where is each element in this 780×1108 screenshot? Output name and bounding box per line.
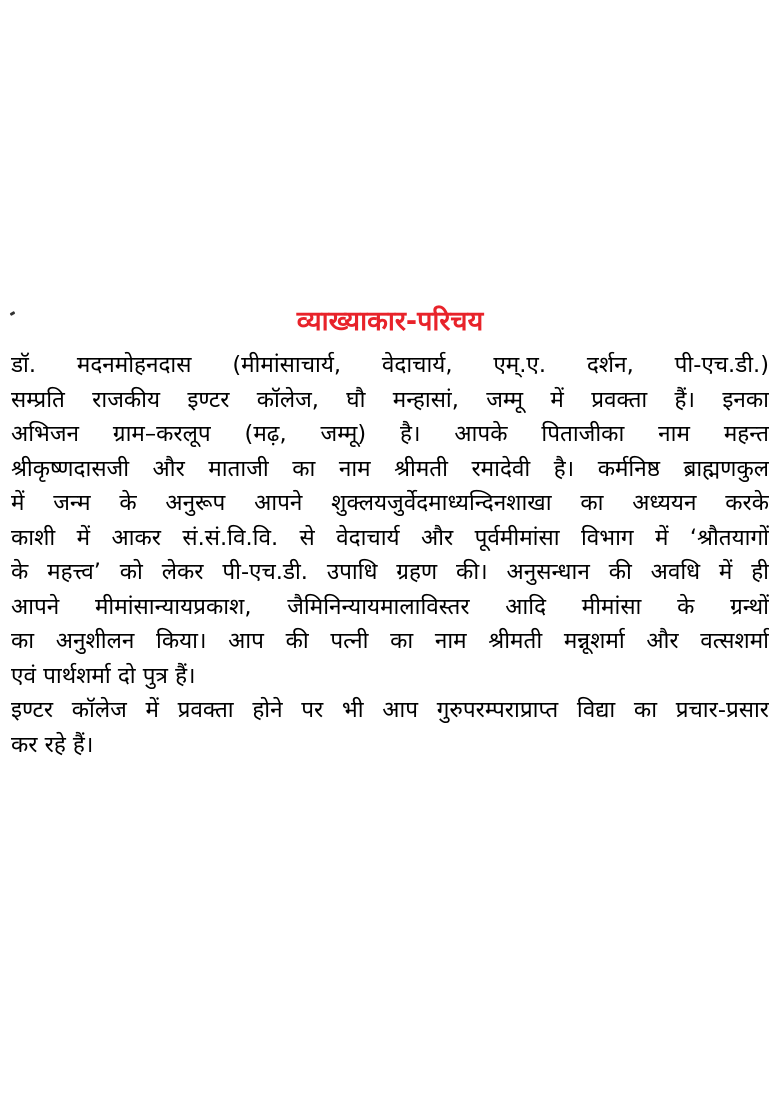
text-line: कर रहे हैं। (11, 731, 94, 758)
text-line: का अनुशीलन किया। आप की पत्नी का नाम श्रीमती मन्नूशर्मा और वत्सशर्मा (11, 628, 769, 654)
biography-text (11, 348, 769, 762)
text-line: एवं पार्थशर्मा दो पुत्र हैं। (11, 662, 196, 689)
text-line: काशी में आकर सं.सं.वि.वि. से वेदाचार्य और पूर्वमीमांसा विभाग में ‘श्रौतयागों (11, 524, 769, 551)
text-line: अभिजन ग्राम–करलूप (मढ़, जम्मू) है। आपके पिताजीका नाम महन्त (11, 421, 769, 447)
text-line: के महत्त्व’ को लेकर पी-एच.डी. उपाधि ग्रहण की। अनुसन्धान की अवधि में ही (11, 559, 769, 585)
page-title: व्याख्याकार-परिचय (296, 306, 484, 337)
text-line: इण्टर कॉलेज में प्रवक्ता होने पर भी आप गुरुपरम्पराप्राप्त विद्या का प्रचार-प्रसार (11, 697, 769, 723)
text-line: में जन्म के अनुरूप आपने शुक्लयजुर्वेदमाध्यन्दिनशाखा का अध्ययन करके (11, 490, 769, 516)
text-line: श्रीकृष्णदासजी और माताजी का नाम श्रीमती रमादेवी है। कर्मनिष्ठ ब्राह्मणकुल (11, 455, 769, 482)
text-line: सम्प्रति राजकीय इण्टर कॉलेज, घौ मन्हासां, जम्मू में प्रवक्ता हैं। इनका (11, 386, 769, 413)
text-line: आपने मीमांसान्यायप्रकाश, जैमिनिन्यायमालाविस्तर आदि मीमांसा के ग्रन्थों (11, 593, 769, 620)
text-line: डॉ. मदनमोहनदास (मीमांसाचार्य, वेदाचार्य, एम्.ए. दर्शन, पी-एच.डी.) (11, 352, 769, 378)
